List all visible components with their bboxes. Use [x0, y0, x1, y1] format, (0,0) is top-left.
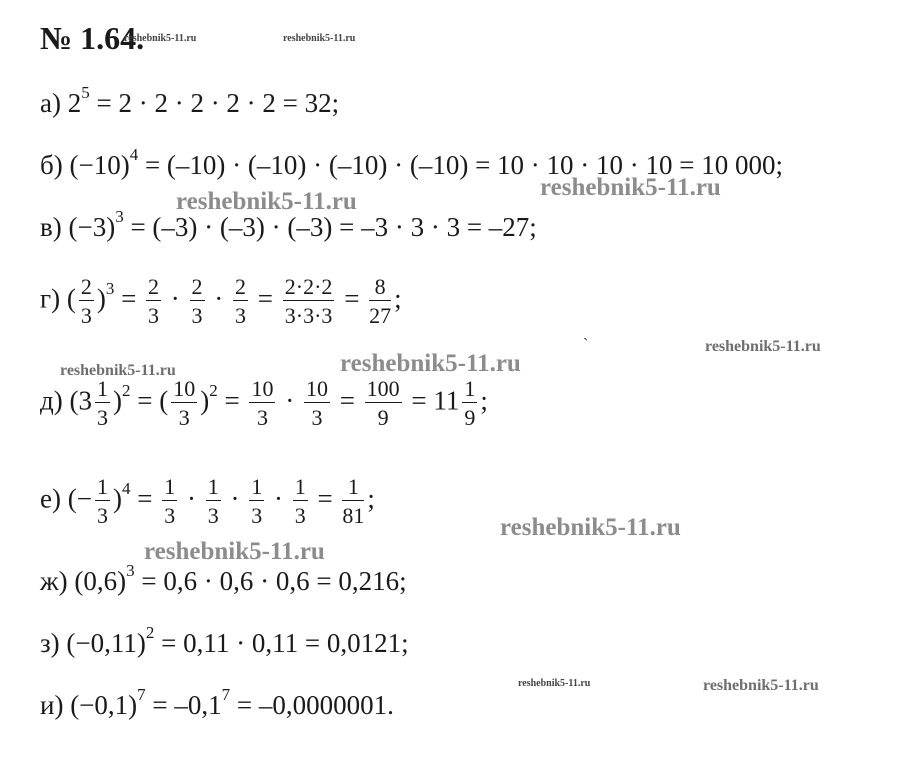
fraction: $\frac{2}{3}$: [80, 274, 92, 328]
fraction: $\frac{2}{3}$: [191, 274, 203, 328]
watermark: reshebnik5-11.ru: [540, 174, 721, 201]
fraction: $\frac{1}{3}$: [96, 474, 108, 528]
line-i: и) $(-0,1)^7 = -0,1^7 = -0,0000001$.: [40, 685, 394, 720]
watermark: reshebnik5-11.ru: [340, 350, 521, 377]
fraction: $\frac{1}{9}$: [464, 376, 476, 430]
watermark: reshebnik5-11.ru: [60, 362, 176, 379]
fraction: $\frac{1}{3}$: [207, 474, 219, 528]
fraction: $\frac{2\cdot 2\cdot 2}{3\cdot 3\cdot 3}$: [284, 274, 333, 328]
watermark: reshebnik5-11.ru: [705, 338, 821, 355]
watermark: reshebnik5-11.ru: [283, 33, 356, 44]
fraction: $\frac{1}{3}$: [164, 474, 176, 528]
fraction: $\frac{2}{3}$: [148, 274, 160, 328]
watermark: reshebnik5-11.ru: [124, 33, 197, 44]
fraction: $\frac{2}{3}$: [235, 274, 247, 328]
line-b: б) $(-10)^4 = (-10) \cdot (-10) \cdot (-10) \cdot (-10) = 10 \cdot 10 \cdot 10 \cdot 10 = 10$ 000;: [40, 145, 784, 180]
watermark: reshebnik5-11.ru: [176, 188, 357, 215]
line-d: д) (3 $\frac{1}{3}$ )$^2$ = ( $\frac{10}{3}$ )$^2$ = $\frac{10}{3}$ · $\frac{10}{3}$ = $\frac{100}{9}$ = 11 $\frac{1}{9}$ ;: [40, 376, 488, 430]
fraction: $\frac{10}{3}$: [251, 376, 274, 430]
stray-mark: `: [583, 336, 589, 353]
line-a: а) $2^5 = 2 \cdot 2 \cdot 2 \cdot 2 \cdot 2 = 32$;: [40, 83, 340, 118]
fraction: $\frac{8}{27}$: [369, 274, 392, 328]
line-z: з) $(-0,11)^2 = 0,11 \cdot 0,11 = 0,0121$;: [40, 623, 409, 658]
line-g: г) ( $\frac{2}{3}$ )$^3$ = $\frac{2}{3}$ · $\frac{2}{3}$ · $\frac{2}{3}$ = $\frac{2\cdot 2\cdot 2}{3\cdot 3\cdot 3}$ = $\frac{8}{27}$ ;: [40, 274, 402, 328]
fraction: $\frac{1}{3}$: [251, 474, 263, 528]
line-e: е) (− $\frac{1}{3}$ )$^4$ = $\frac{1}{3}$ · $\frac{1}{3}$ · $\frac{1}{3}$ · $\frac{1}{3}$ = $\frac{1}{81}$ ;: [40, 474, 375, 528]
fraction: $\frac{1}{3}$: [96, 376, 108, 430]
fraction: $\frac{1}{3}$: [294, 474, 306, 528]
fraction: $\frac{10}{3}$: [173, 376, 196, 430]
watermark: reshebnik5-11.ru: [518, 678, 591, 689]
watermark: reshebnik5-11.ru: [500, 514, 681, 541]
line-v: в) $(-3)^3 = (-3) \cdot (-3) \cdot (-3) = -3 \cdot 3 \cdot 3 = -27$;: [40, 207, 537, 242]
watermark: reshebnik5-11.ru: [703, 677, 819, 694]
watermark: reshebnik5-11.ru: [144, 538, 325, 565]
fraction: $\frac{100}{9}$: [366, 376, 400, 430]
fraction: $\frac{10}{3}$: [305, 376, 328, 430]
problem-title: № 1.64.: [40, 20, 145, 56]
line-zh: ж) $(0,6)^3 = 0,6 \cdot 0,6 \cdot 0,6 = 0,216$;: [40, 561, 407, 596]
fraction: $\frac{1}{81}$: [342, 474, 365, 528]
